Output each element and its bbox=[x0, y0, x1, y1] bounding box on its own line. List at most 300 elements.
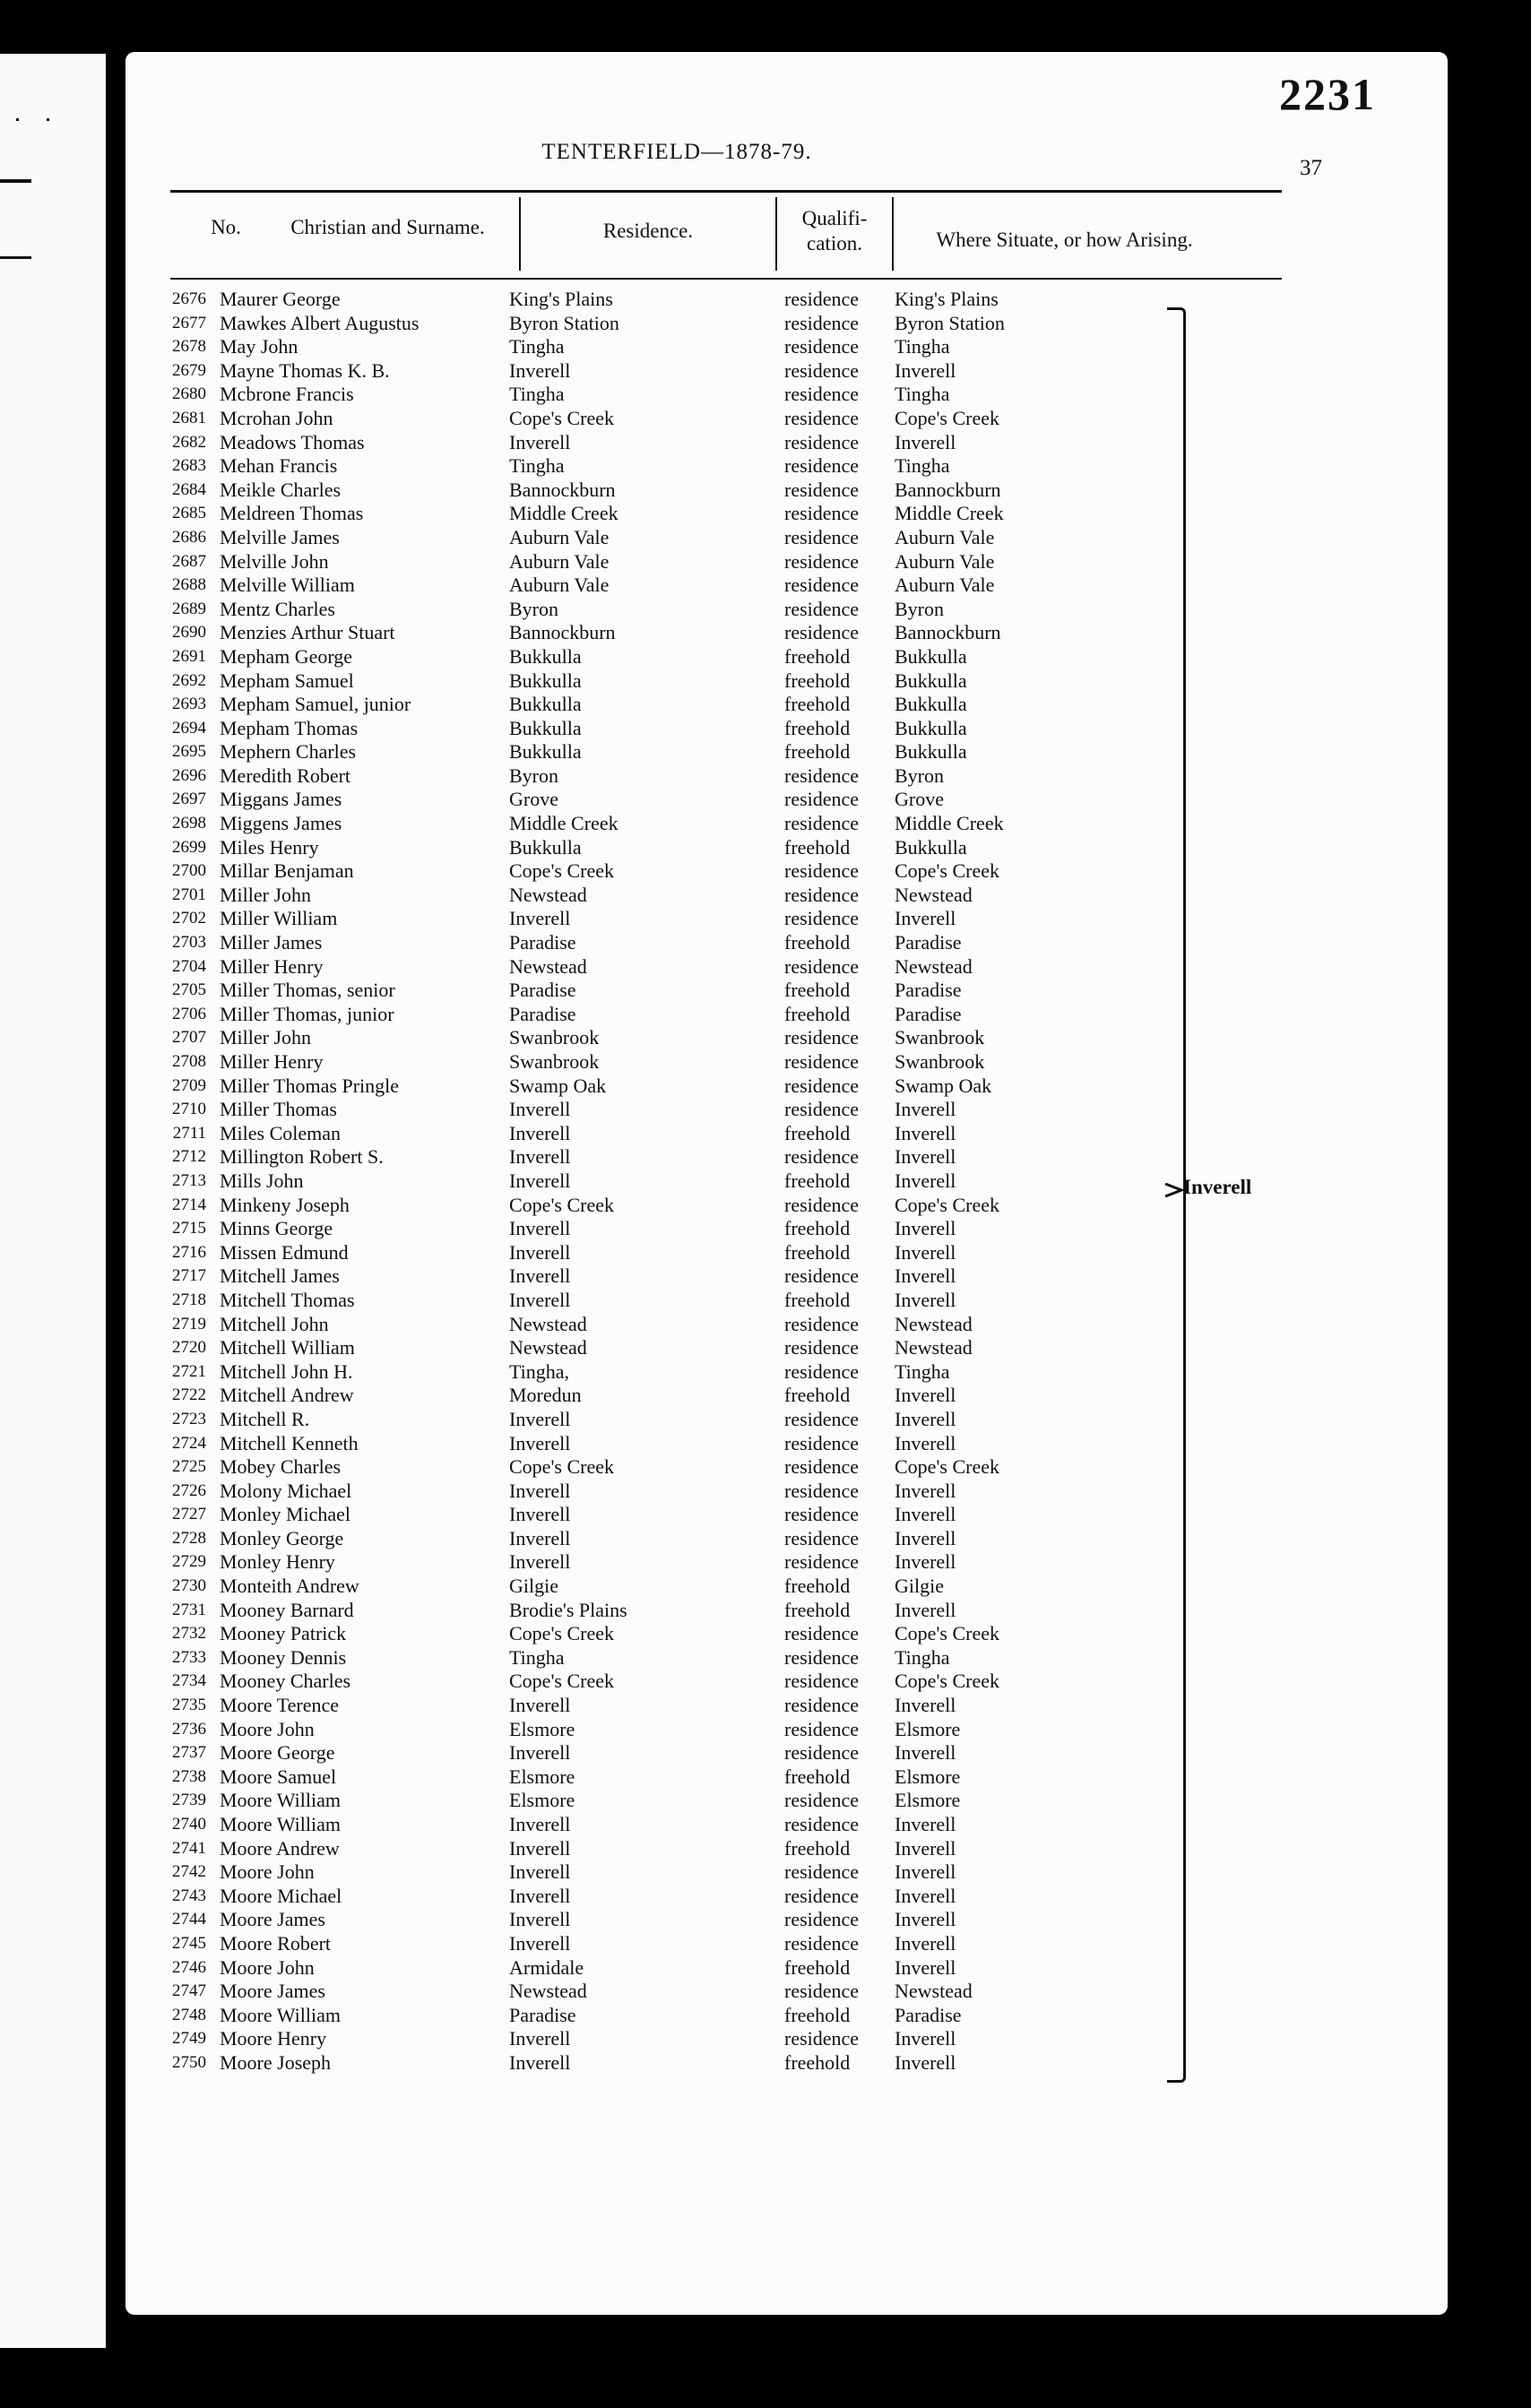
where-situate: Newstead bbox=[895, 883, 973, 906]
where-situate: Inverell bbox=[895, 1550, 956, 1574]
entry-number: 2715 bbox=[172, 1219, 206, 1239]
entry-number: 2713 bbox=[172, 1170, 206, 1190]
where-situate: Swamp Oak bbox=[895, 1074, 992, 1097]
header-name: Christian and Surname. bbox=[290, 216, 485, 238]
qualification: residence bbox=[784, 1455, 860, 1479]
table-row bbox=[125, 1480, 1237, 1504]
voter-name: Miller Thomas Pringle bbox=[220, 1074, 400, 1097]
where-situate: Inverell bbox=[895, 1694, 956, 1717]
residence: Bannockburn bbox=[509, 621, 616, 644]
header-bottom-rule bbox=[170, 278, 1282, 280]
entry-number: 2731 bbox=[172, 1600, 206, 1619]
where-situate: Inverell bbox=[895, 1479, 956, 1502]
table-row bbox=[125, 454, 1237, 479]
residence: Auburn Vale bbox=[509, 574, 610, 597]
voter-name: Mitchell Andrew bbox=[220, 1384, 354, 1407]
voter-list bbox=[125, 288, 1237, 2076]
where-situate: Bukkulla bbox=[895, 716, 967, 739]
voter-name: Minns George bbox=[220, 1217, 333, 1240]
entry-number: 2726 bbox=[172, 1480, 206, 1500]
voter-name: Monley George bbox=[220, 1526, 344, 1549]
entry-number: 2688 bbox=[172, 575, 206, 595]
qualification: freehold bbox=[784, 1217, 851, 1240]
where-situate: Tingha bbox=[895, 1645, 950, 1669]
entry-number: 2681 bbox=[172, 408, 206, 427]
qualification: residence bbox=[784, 1098, 860, 1121]
residence: Inverell bbox=[509, 1884, 571, 1907]
voter-name: Miller Thomas, senior bbox=[220, 979, 395, 1002]
residence: Inverell bbox=[509, 1217, 571, 1240]
voter-name: Miller Thomas bbox=[220, 1098, 337, 1121]
where-situate: Elsmore bbox=[895, 1765, 961, 1788]
residence: Bukkulla bbox=[509, 644, 582, 668]
residence: Inverell bbox=[509, 1503, 571, 1526]
residence: Cope's Creek bbox=[509, 859, 614, 883]
residence: Moredun bbox=[509, 1384, 582, 1407]
entry-number: 2716 bbox=[172, 1242, 206, 1262]
residence: Tingha bbox=[509, 335, 565, 358]
voter-name: Moore John bbox=[220, 1955, 315, 1979]
entry-number: 2735 bbox=[172, 1696, 206, 1715]
qualification: residence bbox=[784, 1359, 860, 1383]
voter-name: Moore John bbox=[220, 1717, 315, 1740]
entry-number: 2725 bbox=[172, 1457, 206, 1477]
residence: Bukkulla bbox=[509, 740, 582, 764]
scan-mark bbox=[0, 179, 31, 183]
residence: Gilgie bbox=[509, 1575, 558, 1598]
entry-number: 2702 bbox=[172, 909, 206, 928]
table-row bbox=[125, 645, 1237, 669]
table-row bbox=[125, 335, 1237, 359]
table-row bbox=[125, 669, 1237, 694]
where-situate: Auburn Vale bbox=[895, 549, 995, 573]
entry-number: 2738 bbox=[172, 1766, 206, 1786]
where-situate: Inverell bbox=[895, 1860, 956, 1884]
qualification: residence bbox=[784, 859, 860, 883]
entry-number: 2733 bbox=[172, 1647, 206, 1667]
residence: Bukkulla bbox=[509, 716, 582, 739]
table-row bbox=[125, 836, 1237, 860]
where-situate: Inverell bbox=[895, 2027, 956, 2050]
table-row bbox=[125, 1360, 1237, 1385]
voter-name: Moore Robert bbox=[220, 1931, 332, 1955]
where-situate: Elsmore bbox=[895, 1789, 961, 1812]
entry-number: 2704 bbox=[172, 956, 206, 976]
residence: Inverell bbox=[509, 1860, 571, 1884]
voter-name: Miller Henry bbox=[220, 1050, 324, 1073]
voter-name: Molony Michael bbox=[220, 1479, 352, 1502]
entry-number: 2742 bbox=[172, 1862, 206, 1882]
entry-number: 2718 bbox=[172, 1290, 206, 1309]
qualification: residence bbox=[784, 883, 860, 906]
entry-number: 2696 bbox=[172, 765, 206, 785]
residence: Grove bbox=[509, 788, 558, 811]
voter-name: Meadows Thomas bbox=[220, 430, 365, 453]
residence: Paradise bbox=[509, 931, 576, 954]
residence: Tingha bbox=[509, 454, 565, 478]
where-situate: Inverell bbox=[895, 907, 956, 930]
where-situate: Inverell bbox=[895, 358, 956, 382]
qualification: residence bbox=[784, 1813, 860, 1835]
where-situate: Inverell bbox=[895, 1813, 956, 1835]
residence: Cope's Creek bbox=[509, 1193, 614, 1216]
table-row bbox=[125, 1885, 1237, 1909]
voter-name: Mepham Thomas bbox=[220, 716, 359, 739]
entry-number: 2714 bbox=[172, 1195, 206, 1214]
voter-name: Miles Coleman bbox=[220, 1121, 342, 1144]
residence: Auburn Vale bbox=[509, 549, 610, 573]
voter-name: Mooney Barnard bbox=[220, 1598, 354, 1621]
qualification: freehold bbox=[784, 835, 851, 859]
residence: Byron bbox=[509, 597, 558, 620]
voter-name: Mooney Patrick bbox=[220, 1622, 347, 1645]
residence: Inverell bbox=[509, 1121, 571, 1144]
qualification: freehold bbox=[784, 669, 851, 692]
header-top-rule bbox=[170, 190, 1282, 193]
qualification: residence bbox=[784, 1526, 860, 1549]
where-situate: Tingha bbox=[895, 1359, 950, 1383]
qualification: residence bbox=[784, 1789, 860, 1812]
where-situate: Tingha bbox=[895, 454, 950, 478]
table-row bbox=[125, 788, 1237, 812]
table-row bbox=[125, 1098, 1237, 1122]
table-row bbox=[125, 1408, 1237, 1432]
voter-name: Mehan Francis bbox=[220, 454, 338, 478]
table-row bbox=[125, 693, 1237, 717]
voter-name: Mepham Samuel, junior bbox=[220, 693, 411, 716]
qualification: freehold bbox=[784, 716, 851, 739]
residence: Elsmore bbox=[509, 1789, 575, 1812]
where-situate: Bannockburn bbox=[895, 621, 1001, 644]
where-situate: Middle Creek bbox=[895, 502, 1004, 525]
qualification: residence bbox=[784, 1622, 860, 1645]
table-row bbox=[125, 859, 1237, 884]
residence: Inverell bbox=[509, 1694, 571, 1717]
residence: Inverell bbox=[509, 1479, 571, 1502]
entry-number: 2710 bbox=[172, 1100, 206, 1119]
entry-number: 2685 bbox=[172, 504, 206, 523]
table-row bbox=[125, 931, 1237, 955]
entry-number: 2749 bbox=[172, 2029, 206, 2049]
qualification: residence bbox=[784, 383, 860, 406]
voter-name: Mephern Charles bbox=[220, 740, 357, 764]
where-situate: Cope's Creek bbox=[895, 1193, 999, 1216]
table-row bbox=[125, 1670, 1237, 1694]
qualification: residence bbox=[784, 1407, 860, 1430]
qualification: residence bbox=[784, 454, 860, 478]
qualification: freehold bbox=[784, 740, 851, 764]
table-row bbox=[125, 621, 1237, 645]
table-row bbox=[125, 1741, 1237, 1765]
qualification: residence bbox=[784, 358, 860, 382]
qualification: residence bbox=[784, 1645, 860, 1669]
residence: Newstead bbox=[509, 954, 587, 978]
table-row bbox=[125, 1599, 1237, 1623]
table-row bbox=[125, 979, 1237, 1003]
entry-number: 2736 bbox=[172, 1719, 206, 1739]
where-situate: Swanbrook bbox=[895, 1050, 985, 1073]
entry-number: 2727 bbox=[172, 1505, 206, 1524]
qualification: residence bbox=[784, 1717, 860, 1740]
table-row bbox=[125, 479, 1237, 503]
column-divider bbox=[775, 197, 777, 271]
residence: Armidale bbox=[509, 1955, 584, 1979]
residence: Auburn Vale bbox=[509, 525, 610, 548]
document-page bbox=[125, 52, 1448, 2315]
residence: Inverell bbox=[509, 1145, 571, 1169]
residence: King's Plains bbox=[509, 288, 613, 310]
voter-name: Missen Edmund bbox=[220, 1240, 349, 1264]
entry-number: 2730 bbox=[172, 1576, 206, 1596]
where-situate: Bukkulla bbox=[895, 669, 967, 692]
where-situate: Paradise bbox=[895, 979, 962, 1002]
header-qualification: Qualifi- cation. bbox=[801, 207, 868, 255]
where-situate: Swanbrook bbox=[895, 1026, 985, 1049]
table-row bbox=[125, 1336, 1237, 1360]
residence: Middle Creek bbox=[509, 502, 618, 525]
voter-name: Monley Henry bbox=[220, 1550, 335, 1574]
entry-number: 2745 bbox=[172, 1933, 206, 1953]
entry-number: 2719 bbox=[172, 1314, 206, 1333]
table-row bbox=[125, 383, 1237, 407]
table-row bbox=[125, 1217, 1237, 1241]
voter-name: Monteith Andrew bbox=[220, 1575, 359, 1598]
table-row bbox=[125, 359, 1237, 384]
qualification: freehold bbox=[784, 1121, 851, 1144]
table-row bbox=[125, 884, 1237, 908]
where-situate: Byron bbox=[895, 764, 944, 787]
entry-number: 2700 bbox=[172, 861, 206, 881]
voter-name: Mepham George bbox=[220, 644, 353, 668]
residence: Byron bbox=[509, 764, 558, 787]
residence: Brodie's Plains bbox=[509, 1598, 627, 1621]
residence: Elsmore bbox=[509, 1717, 575, 1740]
voter-name: Moore James bbox=[220, 1908, 325, 1931]
voter-name: May John bbox=[220, 335, 298, 358]
qualification: freehold bbox=[784, 1836, 851, 1860]
qualification: freehold bbox=[784, 2050, 851, 2074]
table-row bbox=[125, 1575, 1237, 1599]
where-situate: Paradise bbox=[895, 931, 962, 954]
qualification: freehold bbox=[784, 644, 851, 668]
table-row bbox=[125, 1194, 1237, 1218]
where-situate: Cope's Creek bbox=[895, 1670, 999, 1693]
residence: Inverell bbox=[509, 1813, 571, 1835]
table-row bbox=[125, 502, 1237, 526]
voter-name: Miles Henry bbox=[220, 835, 319, 859]
residence: Inverell bbox=[509, 1288, 571, 1311]
where-situate: Inverell bbox=[895, 1931, 956, 1955]
voter-name: Moore Michael bbox=[220, 1884, 342, 1907]
qualification: residence bbox=[784, 311, 860, 334]
table-row bbox=[125, 1026, 1237, 1050]
where-situate: Inverell bbox=[895, 1598, 956, 1621]
qualification: freehold bbox=[784, 1955, 851, 1979]
entry-number: 2711 bbox=[172, 1123, 206, 1143]
qualification: freehold bbox=[784, 1169, 851, 1192]
residence: Inverell bbox=[509, 2050, 571, 2074]
entry-number: 2743 bbox=[172, 1886, 206, 1905]
entry-number: 2703 bbox=[172, 933, 206, 953]
entry-number: 2691 bbox=[172, 646, 206, 666]
table-row bbox=[125, 1075, 1237, 1099]
table-row bbox=[125, 407, 1237, 431]
table-row bbox=[125, 1432, 1237, 1456]
entry-number: 2689 bbox=[172, 599, 206, 618]
entry-number: 2683 bbox=[172, 456, 206, 476]
residence: Inverell bbox=[509, 1407, 571, 1430]
table-row bbox=[125, 1050, 1237, 1075]
voter-name: Mills John bbox=[220, 1169, 304, 1192]
table-row bbox=[125, 2027, 1237, 2051]
voter-name: Miller William bbox=[220, 907, 338, 930]
entry-number: 2686 bbox=[172, 527, 206, 547]
voter-name: Moore George bbox=[220, 1741, 335, 1765]
table-row bbox=[125, 740, 1237, 764]
table-row bbox=[125, 550, 1237, 574]
brace-label: Inverell bbox=[1183, 1176, 1252, 1198]
qualification: freehold bbox=[784, 1002, 851, 1025]
scan-mark bbox=[47, 118, 49, 121]
voter-name: Melville James bbox=[220, 525, 340, 548]
entry-number: 2748 bbox=[172, 2005, 206, 2024]
qualification: residence bbox=[784, 1050, 860, 1073]
qualification: freehold bbox=[784, 1575, 851, 1598]
voter-name: Miller Thomas, junior bbox=[220, 1002, 394, 1025]
where-situate: Newstead bbox=[895, 1980, 973, 2003]
entry-number: 2692 bbox=[172, 670, 206, 690]
voter-name: Maurer George bbox=[220, 288, 341, 310]
table-row bbox=[125, 574, 1237, 598]
qualification: residence bbox=[784, 406, 860, 429]
qualification: residence bbox=[784, 954, 860, 978]
table-row bbox=[125, 526, 1237, 550]
voter-name: Mitchell Kenneth bbox=[220, 1431, 359, 1454]
entry-number: 2684 bbox=[172, 479, 206, 499]
entry-number: 2708 bbox=[172, 1052, 206, 1071]
table-row bbox=[125, 2051, 1237, 2076]
where-situate: Cope's Creek bbox=[895, 1455, 999, 1479]
residence: Newstead bbox=[509, 883, 587, 906]
voter-name: Mawkes Albert Augustus bbox=[220, 311, 420, 334]
residence: Cope's Creek bbox=[509, 1670, 614, 1693]
table-row bbox=[125, 1122, 1237, 1146]
table-row bbox=[125, 1169, 1237, 1194]
where-situate: Inverell bbox=[895, 1836, 956, 1860]
table-row bbox=[125, 812, 1237, 836]
where-situate: Inverell bbox=[895, 1288, 956, 1311]
where-situate: Byron Station bbox=[895, 311, 1005, 334]
voter-name: Monley Michael bbox=[220, 1503, 351, 1526]
residence: Swamp Oak bbox=[509, 1074, 607, 1097]
voter-name: Moore Terence bbox=[220, 1694, 340, 1717]
qualification: residence bbox=[784, 1026, 860, 1049]
entry-number: 2709 bbox=[172, 1075, 206, 1095]
qualification: freehold bbox=[784, 979, 851, 1002]
residence: Inverell bbox=[509, 1931, 571, 1955]
qualification: residence bbox=[784, 1336, 860, 1359]
where-situate: Bukkulla bbox=[895, 644, 967, 668]
voter-name: Melville William bbox=[220, 574, 355, 597]
table-row bbox=[125, 1956, 1237, 1981]
qualification: residence bbox=[784, 574, 860, 597]
voter-name: Menzies Arthur Stuart bbox=[220, 621, 395, 644]
where-situate: Cope's Creek bbox=[895, 859, 999, 883]
entry-number: 2744 bbox=[172, 1910, 206, 1929]
qualification: residence bbox=[784, 1980, 860, 2003]
scan-mark bbox=[16, 118, 19, 121]
voter-name: Mitchell James bbox=[220, 1264, 340, 1288]
entry-number: 2721 bbox=[172, 1361, 206, 1381]
brace-point bbox=[1163, 1183, 1183, 1197]
qualification: residence bbox=[784, 1431, 860, 1454]
where-situate: Inverell bbox=[895, 1098, 956, 1121]
scan-mark bbox=[0, 256, 31, 259]
residence: Middle Creek bbox=[509, 812, 618, 835]
residence: Inverell bbox=[509, 2027, 571, 2050]
where-situate: Inverell bbox=[895, 1431, 956, 1454]
where-situate: Cope's Creek bbox=[895, 1622, 999, 1645]
residence: Bukkulla bbox=[509, 693, 582, 716]
qualification: residence bbox=[784, 1074, 860, 1097]
entry-number: 2679 bbox=[172, 360, 206, 380]
table-row bbox=[125, 907, 1237, 931]
where-situate: Inverell bbox=[895, 1741, 956, 1765]
qualification: residence bbox=[784, 1312, 860, 1335]
residence: Inverell bbox=[509, 1431, 571, 1454]
where-situate: Tingha bbox=[895, 383, 950, 406]
residence: Cope's Creek bbox=[509, 406, 614, 429]
voter-name: Miller James bbox=[220, 931, 323, 954]
entry-number: 2722 bbox=[172, 1385, 206, 1405]
residence: Newstead bbox=[509, 1312, 587, 1335]
table-row bbox=[125, 1145, 1237, 1169]
qualification: residence bbox=[784, 1264, 860, 1288]
table-row bbox=[125, 1550, 1237, 1575]
where-situate: Inverell bbox=[895, 1384, 956, 1407]
header-no: No. bbox=[211, 216, 241, 238]
voter-name: Mitchell John bbox=[220, 1312, 329, 1335]
entry-number: 2729 bbox=[172, 1552, 206, 1572]
table-row bbox=[125, 1003, 1237, 1027]
voter-name: Mitchell Thomas bbox=[220, 1288, 355, 1311]
entry-number: 2723 bbox=[172, 1409, 206, 1428]
table-row bbox=[125, 1813, 1237, 1837]
where-situate: Gilgie bbox=[895, 1575, 944, 1598]
qualification: freehold bbox=[784, 1384, 851, 1407]
where-situate: Bannockburn bbox=[895, 478, 1001, 501]
voter-name: Moore Samuel bbox=[220, 1765, 337, 1788]
table-row bbox=[125, 2004, 1237, 2028]
where-situate: Newstead bbox=[895, 1312, 973, 1335]
residence: Bukkulla bbox=[509, 835, 582, 859]
where-situate: Elsmore bbox=[895, 1717, 961, 1740]
table-row bbox=[125, 1289, 1237, 1313]
residence: Inverell bbox=[509, 1240, 571, 1264]
where-situate: Inverell bbox=[895, 1264, 956, 1288]
voter-name: Moore John bbox=[220, 1860, 315, 1884]
residence: Elsmore bbox=[509, 1765, 575, 1788]
entry-number: 2712 bbox=[172, 1147, 206, 1167]
entry-number: 2740 bbox=[172, 1815, 206, 1834]
where-situate: Inverell bbox=[895, 1145, 956, 1169]
residence: Newstead bbox=[509, 1980, 587, 2003]
residence: Cope's Creek bbox=[509, 1455, 614, 1479]
residence: Inverell bbox=[509, 907, 571, 930]
voter-name: Moore Andrew bbox=[220, 1836, 340, 1860]
entry-number: 2717 bbox=[172, 1266, 206, 1286]
entry-number: 2682 bbox=[172, 432, 206, 452]
